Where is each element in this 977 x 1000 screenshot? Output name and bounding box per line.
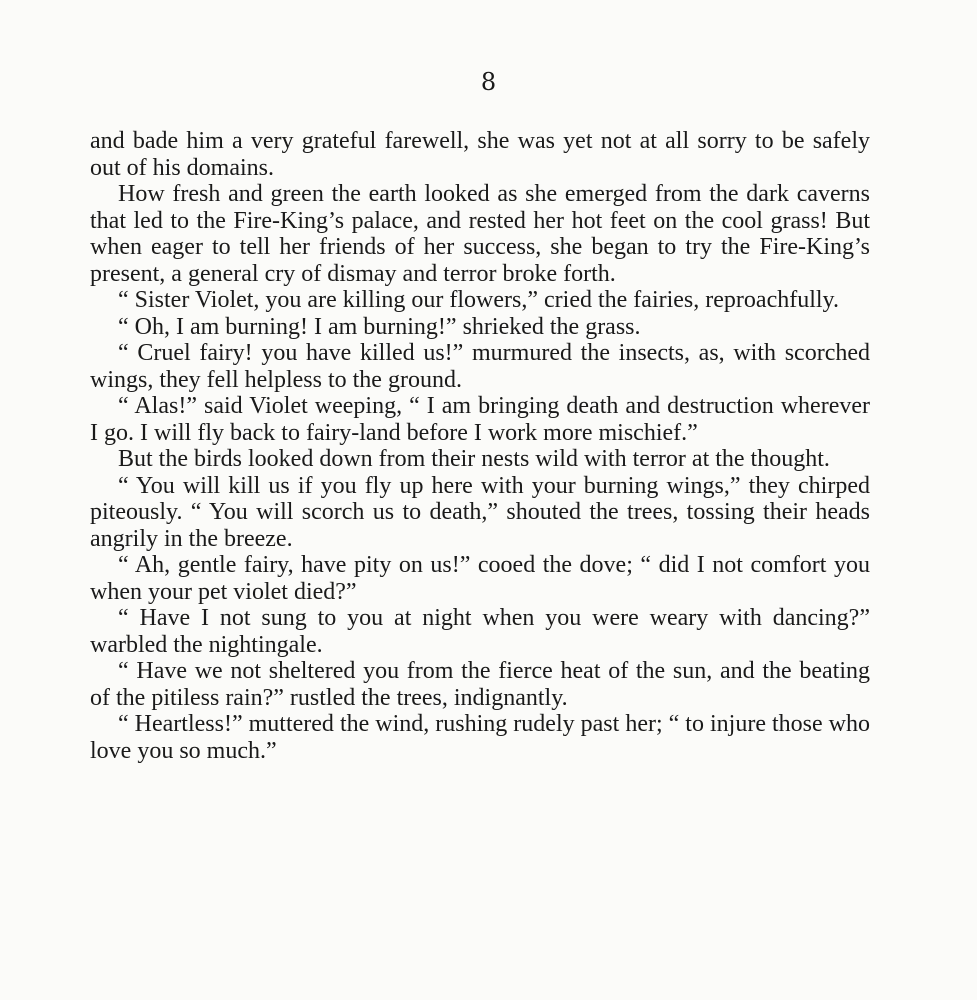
paragraph: “ Heartless!” muttered the wind, rushing rudely past her; “ to injure those who love you so much.”: [90, 711, 870, 764]
paragraph: “ Ah, gentle fairy, have pity on us!” cooed the dove; “ did I not comfort you when your pet violet died?”: [90, 552, 870, 605]
paragraph: “ Sister Violet, you are killing our flowers,” cried the fairies, reproachfully.: [118, 287, 839, 313]
page-text: [90, 128, 870, 764]
paragraph: and bade him a very grateful farewell, she was yet not at all sorry to be safely out of his domains.: [90, 128, 870, 181]
paragraph: “ You will kill us if you fly up here with your burning wings,” they chirped piteously. “ You will scorch us to death,” shouted the trees, tossing their heads angrily in the breeze.: [90, 472, 870, 552]
paragraph: “ Have I not sung to you at night when you were weary with dancing?” warbled the nightingale.: [90, 605, 870, 658]
paragraph: “ Have we not sheltered you from the fierce heat of the sun, and the beating of the pitiless rain?” rustled the trees, indignantly.: [90, 658, 870, 711]
paragraph: “ Alas!” said Violet weeping, “ I am bringing death and destruction wherever I go. I will fly back to fairy-land before I work more mischief.”: [90, 393, 870, 446]
paragraph: “ Cruel fairy! you have killed us!” murmured the insects, as, with scorched wings, they fell helpless to the ground.: [90, 340, 870, 393]
paragraph: But the birds looked down from their nests wild with terror at the thought.: [118, 446, 830, 472]
paragraph: “ Oh, I am burning! I am burning!” shrieked the grass.: [118, 313, 641, 340]
paragraph: How fresh and green the earth looked as she emerged from the dark caverns that led to the Fire-King’s palace, and rested her hot feet on the cool grass! But when eager to tell her friends of her success, she began to try the Fire-King’s present, a general cry of dismay and terror broke forth.: [90, 181, 870, 287]
page-number: 8: [480, 68, 497, 96]
